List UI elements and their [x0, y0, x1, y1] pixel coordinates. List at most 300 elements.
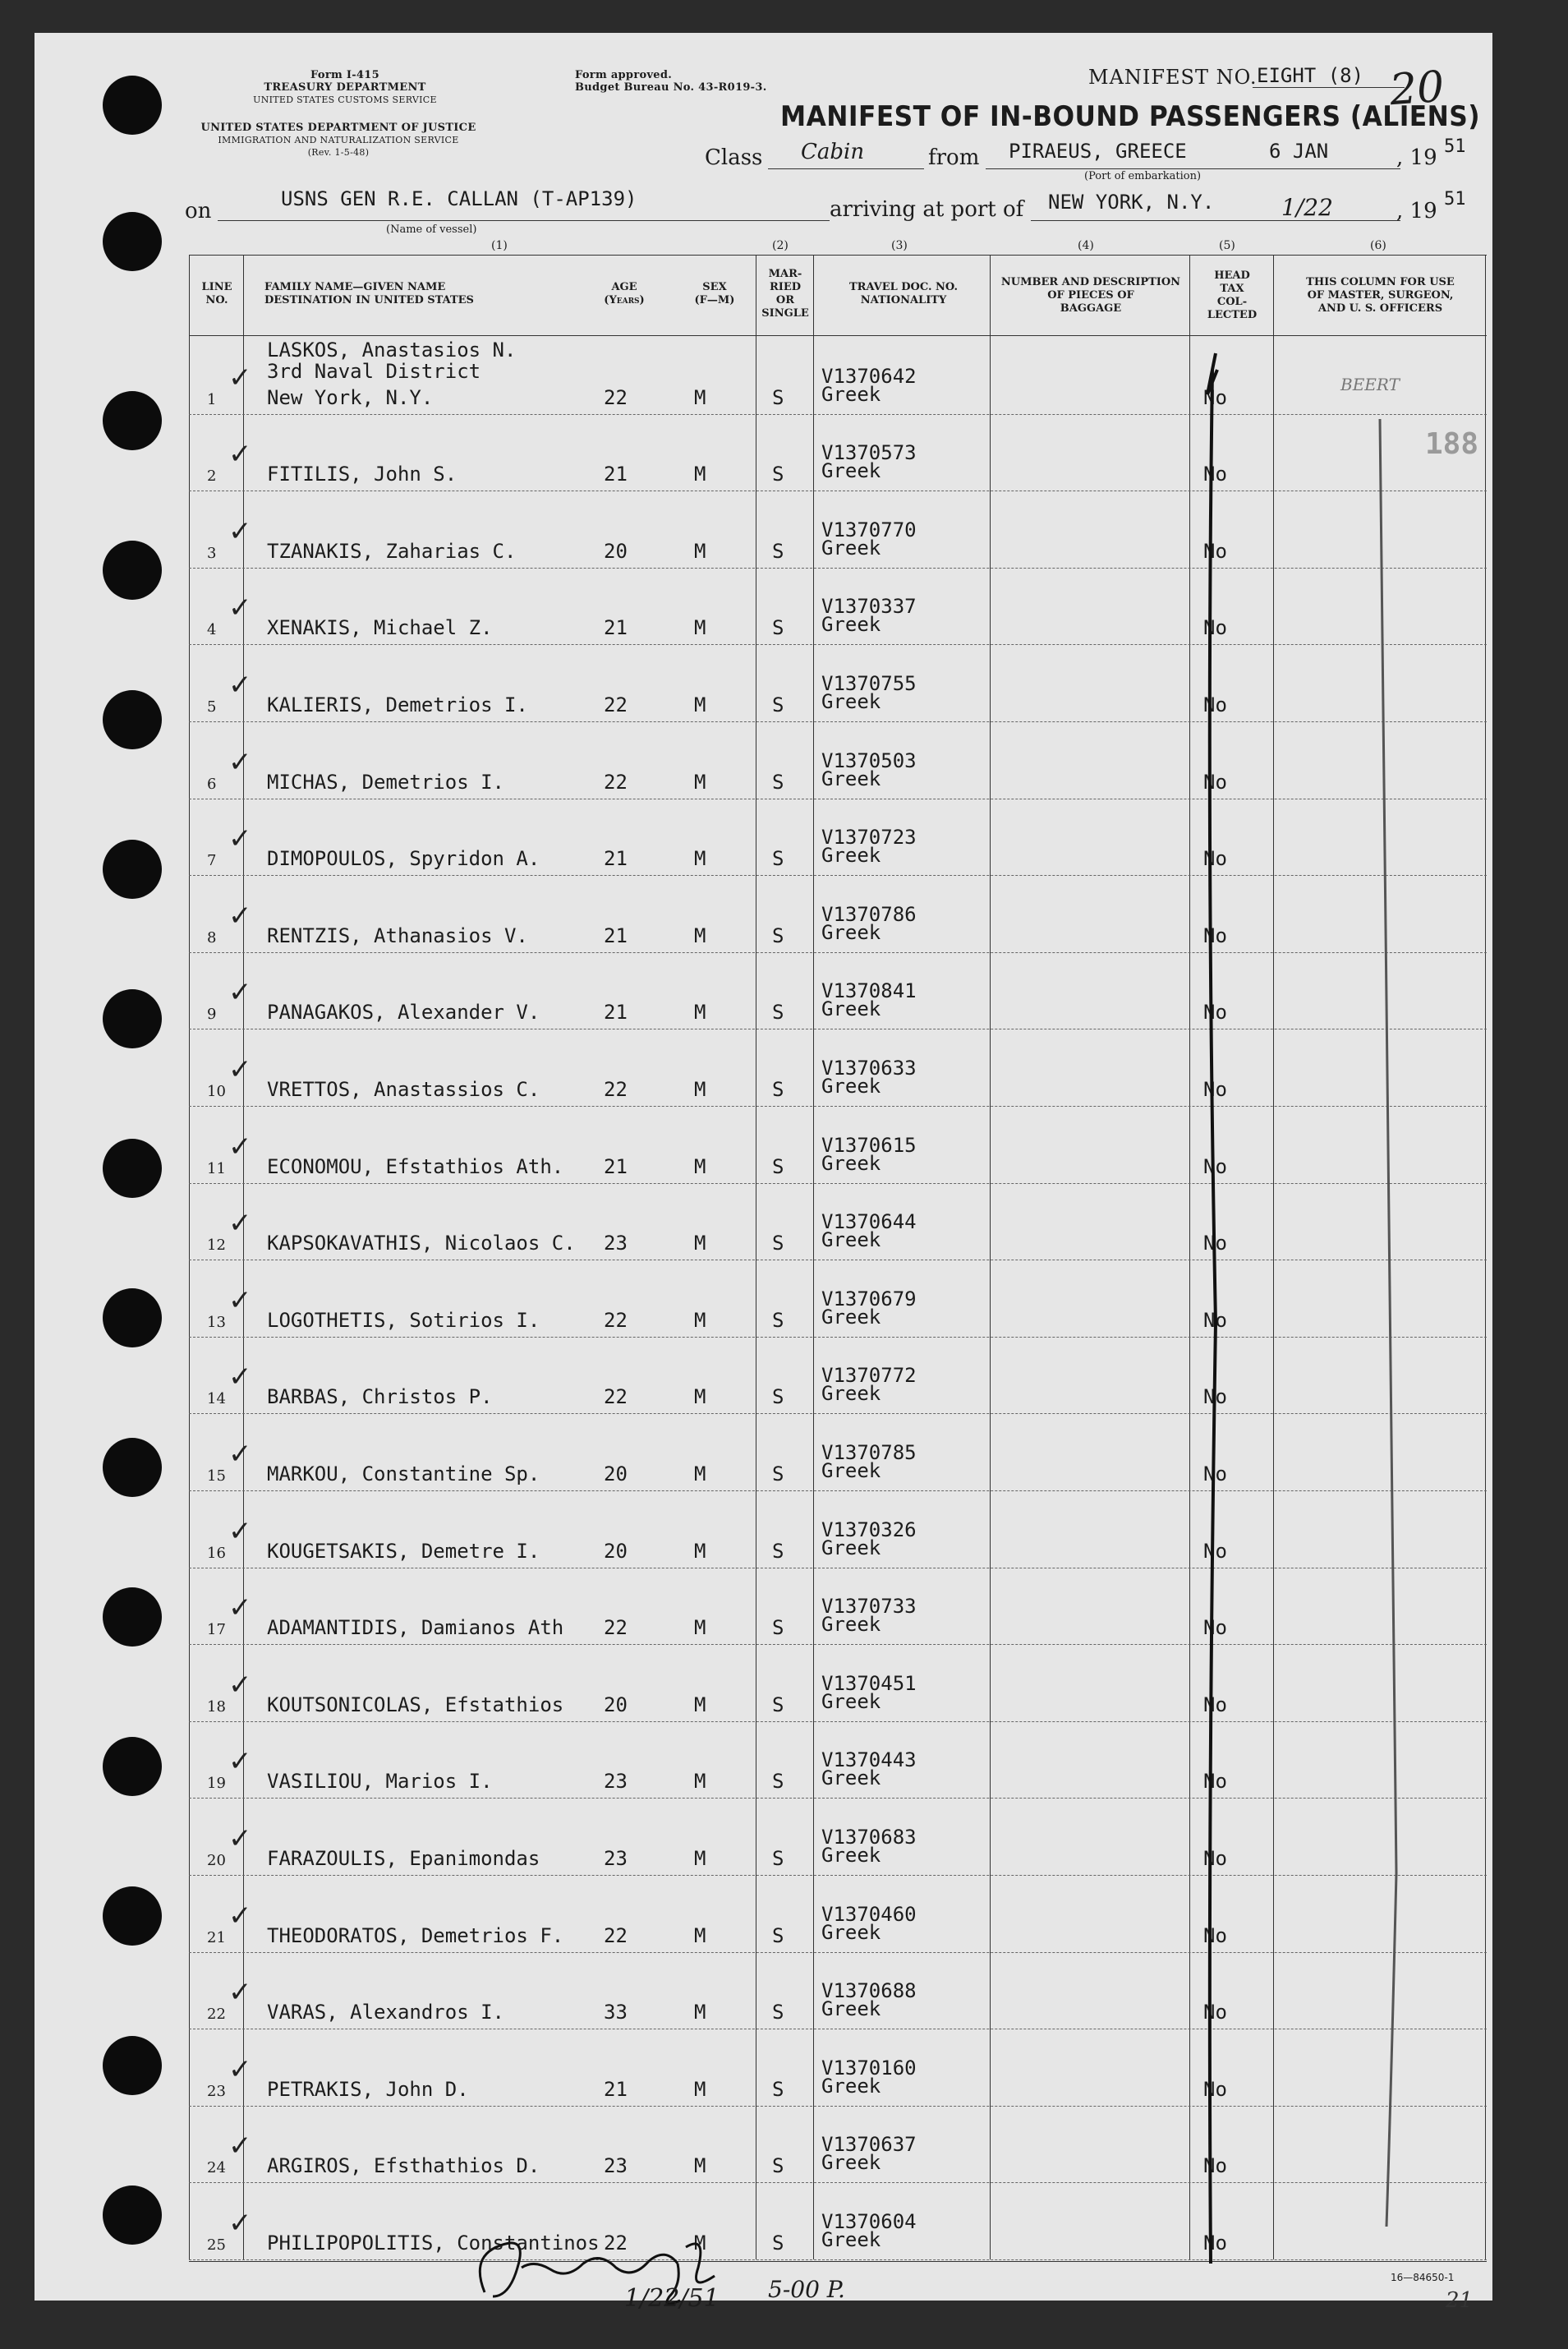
travel-doc-number: V1370770	[821, 518, 917, 541]
arriving-year-prefix: , 19	[1396, 199, 1437, 223]
passenger-nationality: Greek	[821, 767, 881, 790]
header-married-2: RIED	[769, 281, 802, 293]
header-age-2: (Years)	[604, 294, 645, 306]
passenger-sex: M	[694, 2231, 706, 2255]
head-tax-collected: No	[1203, 539, 1227, 563]
header-headtax-1: HEAD	[1214, 269, 1250, 282]
table-row	[189, 1644, 1487, 1721]
passenger-nationality: Greek	[821, 2227, 881, 2251]
passenger-sex: M	[694, 1232, 706, 1255]
table-row	[189, 1183, 1487, 1260]
table-row	[189, 1721, 1487, 1799]
checkmark-icon: ✓	[228, 1437, 252, 1471]
punch-hole	[103, 212, 162, 271]
header-baggage-3: BAGGAGE	[1060, 302, 1122, 315]
signature-date: 1/22/51	[624, 2284, 720, 2313]
head-tax-collected: No	[1203, 1539, 1227, 1563]
head-tax-ditto-stroke	[1183, 337, 1232, 2268]
checkmark-icon: ✓	[228, 438, 252, 472]
passenger-marital-status: S	[772, 1923, 784, 1947]
port-of-embarkation: PIRAEUS, GREECE	[1009, 140, 1187, 163]
punch-hole	[103, 391, 162, 450]
passenger-age: 22	[604, 1077, 628, 1101]
passenger-sex: M	[694, 1693, 706, 1716]
head-tax-collected: No	[1203, 1308, 1227, 1332]
header-headtax-2: TAX	[1220, 283, 1244, 295]
class-label: Class	[705, 145, 763, 170]
head-tax-collected: No	[1203, 1846, 1227, 1870]
passenger-name: TZANAKIS, Zaharias C.	[267, 539, 517, 563]
passenger-marital-status: S	[772, 1154, 784, 1178]
passenger-name: THEODORATOS, Demetrios F.	[267, 1923, 564, 1947]
passenger-marital-status: S	[772, 1001, 784, 1025]
head-tax-collected: No	[1203, 1001, 1227, 1025]
head-tax-collected: No	[1203, 1923, 1227, 1947]
customs-service: UNITED STATES CUSTOMS SERVICE	[253, 94, 437, 105]
port-caption: (Port of embarkation)	[1084, 170, 1202, 182]
header-married-3: OR	[775, 294, 795, 306]
travel-doc-number: V1370451	[821, 1671, 917, 1695]
from-underline	[986, 168, 1400, 169]
line-number: 23	[207, 2082, 226, 2100]
manifest-no-value: EIGHT (8)	[1257, 64, 1364, 87]
head-tax-collected: No	[1203, 2001, 1227, 2024]
checkmark-icon: ✓	[228, 2052, 252, 2086]
punch-hole	[103, 1587, 162, 1647]
head-tax-collected: No	[1203, 1616, 1227, 1640]
passenger-nationality: Greek	[821, 920, 881, 944]
travel-doc-number: V1370443	[821, 1748, 917, 1772]
passenger-marital-status: S	[772, 385, 784, 409]
header-officers-1: THIS COLUMN FOR USE	[1306, 276, 1455, 288]
class-underline	[768, 168, 924, 169]
table-row	[189, 952, 1487, 1029]
checkmark-icon: ✓	[228, 1591, 252, 1625]
travel-doc-number: V1370637	[821, 2133, 917, 2157]
passenger-nationality: Greek	[821, 613, 881, 637]
passenger-age: 20	[604, 1693, 628, 1716]
line-number: 15	[207, 1467, 226, 1485]
approval-block	[575, 69, 767, 94]
passenger-name: LASKOS, Anastasios N.	[267, 339, 517, 362]
stamp-number: 188	[1425, 427, 1479, 461]
arriving-port: NEW YORK, N.Y.	[1048, 191, 1215, 214]
passenger-name: ADAMANTIDIS, Damianos Ath	[267, 1616, 564, 1640]
passenger-age: 33	[604, 2001, 628, 2024]
passenger-age: 22	[604, 693, 628, 716]
passenger-sex: M	[694, 770, 706, 794]
passenger-sex: M	[694, 1770, 706, 1794]
class-value: Cabin	[801, 140, 865, 164]
head-tax-collected: No	[1203, 1462, 1227, 1485]
travel-doc-number: V1370633	[821, 1056, 917, 1080]
header-baggage	[992, 276, 1189, 316]
passenger-nationality: Greek	[821, 1382, 881, 1406]
passenger-sex: M	[694, 385, 706, 409]
officers-pencil-stroke	[1363, 394, 1429, 2235]
checkmark-icon: ✓	[228, 361, 252, 394]
passenger-age: 22	[604, 385, 628, 409]
table-row	[189, 568, 1487, 645]
line-number: 25	[207, 2236, 226, 2254]
travel-doc-number: V1370160	[821, 2056, 917, 2080]
manifest-title: MANIFEST OF IN-BOUND PASSENGERS (ALIENS)	[780, 100, 1481, 133]
passenger-nationality: Greek	[821, 1920, 881, 1944]
passenger-sex: M	[694, 463, 706, 486]
passenger-name: PANAGAKOS, Alexander V.	[267, 1001, 540, 1025]
passenger-nationality: Greek	[821, 1536, 881, 1559]
header-travel	[817, 281, 990, 307]
passenger-nationality: Greek	[821, 1151, 881, 1175]
checkmark-icon: ✓	[228, 668, 252, 702]
arriving-underline	[1031, 220, 1400, 221]
passenger-marital-status: S	[772, 1077, 784, 1101]
passenger-nationality: Greek	[821, 1613, 881, 1637]
line-number: 5	[207, 698, 217, 716]
line-number: 1	[207, 390, 217, 408]
punch-hole	[103, 1737, 162, 1796]
passenger-sex: M	[694, 1308, 706, 1332]
passenger-sex: M	[694, 1616, 706, 1640]
table-row	[189, 1337, 1487, 1414]
passenger-marital-status: S	[772, 2077, 784, 2101]
header-officers-3: AND U. S. OFFICERS	[1317, 302, 1443, 315]
passenger-name: MARKOU, Constantine Sp.	[267, 1462, 540, 1485]
line-number: 3	[207, 544, 217, 562]
passenger-name: BARBAS, Christos P.	[267, 1385, 493, 1409]
column-number-6: (6)	[1370, 239, 1386, 252]
passenger-age: 23	[604, 1846, 628, 1870]
travel-doc-number: V1370503	[821, 748, 917, 772]
table-bottom-border	[189, 2261, 1487, 2262]
line-number: 19	[207, 1775, 226, 1793]
column-number-1: (1)	[491, 239, 508, 252]
travel-doc-number: V1370679	[821, 1287, 917, 1310]
travel-doc-number: V1370755	[821, 671, 917, 695]
table-row	[189, 337, 1487, 414]
head-tax-collected: No	[1203, 2154, 1227, 2178]
checkmark-icon: ✓	[228, 1283, 252, 1317]
head-tax-collected: No	[1203, 1154, 1227, 1178]
table-row	[189, 2029, 1487, 2106]
passenger-age: 23	[604, 1232, 628, 1255]
head-tax-collected: No	[1203, 385, 1227, 409]
budget-bureau: Budget Bureau No. 43-R019-3.	[575, 81, 767, 94]
head-tax-collected: No	[1203, 616, 1227, 640]
table-row	[189, 1029, 1487, 1106]
passenger-nationality: Greek	[821, 1997, 881, 2021]
passenger-name: PHILIPOPOLITIS, Constantinos	[267, 2231, 600, 2255]
passenger-name: RENTZIS, Athanasios V.	[267, 923, 528, 947]
line-number: 2	[207, 467, 217, 486]
table-row	[189, 875, 1487, 952]
passenger-sex: M	[694, 1462, 706, 1485]
manifest-handwritten-number: 20	[1387, 62, 1446, 116]
passenger-marital-status: S	[772, 2154, 784, 2178]
passenger-sex: M	[694, 2001, 706, 2024]
treasury-department: TREASURY DEPARTMENT	[264, 81, 426, 94]
passenger-nationality: Greek	[821, 1074, 881, 1098]
line-number: 14	[207, 1390, 226, 1408]
passenger-destination-line-2: New York, N.Y.	[267, 385, 434, 409]
checkmark-icon: ✓	[228, 1361, 252, 1394]
checkmark-icon: ✓	[228, 1899, 252, 1932]
ins-service: IMMIGRATION AND NATURALIZATION SERVICE	[218, 135, 459, 145]
header-headtax-3: COL-	[1216, 296, 1248, 308]
column-number-4: (4)	[1078, 239, 1094, 252]
passenger-age: 21	[604, 2077, 628, 2101]
header-line-no-2: NO.	[205, 294, 228, 306]
vessel-underline	[218, 220, 830, 221]
arriving-date: 1/22	[1281, 194, 1333, 221]
table-row	[189, 1798, 1487, 1875]
line-number: 8	[207, 928, 217, 947]
table-row	[189, 1952, 1487, 2029]
checkmark-icon: ✓	[228, 1207, 252, 1241]
passenger-destination-line-1: 3rd Naval District	[267, 360, 481, 383]
passenger-name: ARGIROS, Efsthathios D.	[267, 2154, 540, 2178]
punch-hole	[103, 541, 162, 600]
header-sex-2: (F—M)	[694, 294, 735, 306]
header-baggage-1: NUMBER AND DESCRIPTION	[1000, 276, 1181, 288]
passenger-marital-status: S	[772, 539, 784, 563]
punch-hole	[103, 2036, 162, 2095]
line-number: 12	[207, 1237, 226, 1255]
passenger-marital-status: S	[772, 616, 784, 640]
passenger-sex: M	[694, 2077, 706, 2101]
line-number: 18	[207, 1697, 226, 1716]
travel-doc-number: V1370772	[821, 1364, 917, 1388]
punch-hole	[103, 840, 162, 899]
head-tax-collected: No	[1203, 770, 1227, 794]
passenger-sex: M	[694, 923, 706, 947]
form-agency-block	[209, 69, 481, 106]
passenger-name: KOUTSONICOLAS, Efstathios	[267, 1693, 564, 1716]
revision-date: (Rev. 1-5-48)	[307, 147, 370, 158]
head-tax-collected: No	[1203, 693, 1227, 716]
form-number: Form I-415	[310, 69, 379, 81]
head-tax-collected: No	[1203, 1693, 1227, 1716]
passenger-nationality: Greek	[821, 997, 881, 1021]
table-row	[189, 1568, 1487, 1645]
passenger-name: XENAKIS, Michael Z.	[267, 616, 493, 640]
passenger-age: 22	[604, 1308, 628, 1332]
passenger-nationality: Greek	[821, 459, 881, 483]
passenger-age: 22	[604, 1923, 628, 1947]
passenger-marital-status: S	[772, 847, 784, 871]
passenger-name: FARAZOULIS, Epanimondas	[267, 1846, 540, 1870]
corner-mark: 21	[1446, 2288, 1474, 2313]
travel-doc-number: V1370573	[821, 441, 917, 465]
column-number-2: (2)	[772, 239, 789, 252]
checkmark-icon: ✓	[228, 1822, 252, 1855]
travel-doc-number: V1370604	[821, 2209, 917, 2233]
passenger-sex: M	[694, 539, 706, 563]
passenger-age: 20	[604, 1539, 628, 1563]
passenger-age: 22	[604, 770, 628, 794]
line-number: 7	[207, 852, 217, 870]
passenger-name: ECONOMOU, Efstathios Ath.	[267, 1154, 564, 1178]
travel-doc-number: V1370786	[821, 902, 917, 926]
line-number: 13	[207, 1313, 226, 1331]
arriving-year: 51	[1444, 189, 1466, 210]
manifest-no-label: MANIFEST NO.	[1088, 66, 1258, 89]
header-officers-2: OF MASTER, SURGEON,	[1307, 289, 1454, 302]
passenger-sex: M	[694, 2154, 706, 2178]
from-label: from	[928, 145, 980, 170]
line-number: 9	[207, 1006, 217, 1024]
passenger-marital-status: S	[772, 1462, 784, 1485]
table-row	[189, 1875, 1487, 1952]
punch-hole	[103, 1288, 162, 1347]
line-number: 17	[207, 1621, 226, 1639]
passenger-sex: M	[694, 1923, 706, 1947]
passenger-name: DIMOPOULOS, Spyridon A.	[267, 847, 540, 871]
checkmark-icon: ✓	[228, 1052, 252, 1086]
arriving-label: arriving at port of	[830, 197, 1024, 222]
head-tax-collected: No	[1203, 1385, 1227, 1409]
passenger-marital-status: S	[772, 1232, 784, 1255]
checkmark-icon: ✓	[228, 899, 252, 933]
punch-hole	[103, 1886, 162, 1946]
travel-doc-number: V1370615	[821, 1133, 917, 1157]
passenger-sex: M	[694, 1846, 706, 1870]
table-row	[189, 799, 1487, 876]
head-tax-collected: No	[1203, 463, 1227, 486]
checkmark-icon: ✓	[228, 2206, 252, 2240]
passenger-age: 21	[604, 923, 628, 947]
header-name	[264, 281, 536, 307]
passenger-sex: M	[694, 847, 706, 871]
header-name-2: DESTINATION IN UNITED STATES	[264, 294, 474, 306]
passenger-age: 20	[604, 539, 628, 563]
checkmark-icon: ✓	[228, 1668, 252, 1702]
line-number: 21	[207, 1928, 226, 1946]
head-tax-collected: No	[1203, 1077, 1227, 1101]
printer-code: 16—84650-1	[1391, 2272, 1455, 2283]
passenger-sex: M	[694, 693, 706, 716]
table-row	[189, 491, 1487, 568]
passenger-name: PETRAKIS, John D.	[267, 2077, 469, 2101]
punch-hole	[103, 989, 162, 1048]
passenger-marital-status: S	[772, 923, 784, 947]
checkmark-icon: ✓	[228, 822, 252, 856]
header-headtax	[1191, 269, 1273, 322]
from-year-prefix: , 19	[1396, 145, 1437, 170]
passenger-sex: M	[694, 616, 706, 640]
column-number-3: (3)	[891, 239, 908, 252]
checkmark-icon: ✓	[228, 745, 252, 779]
head-tax-collected: No	[1203, 923, 1227, 947]
passenger-marital-status: S	[772, 2001, 784, 2024]
from-year: 51	[1444, 136, 1466, 157]
line-number: 16	[207, 1544, 226, 1562]
header-sex	[682, 281, 747, 307]
passenger-marital-status: S	[772, 1693, 784, 1716]
punch-hole	[103, 2185, 162, 2245]
header-travel-1: TRAVEL DOC. NO.	[848, 281, 959, 293]
justice-department: UNITED STATES DEPARTMENT OF JUSTICE	[200, 122, 476, 134]
punch-hole	[103, 76, 162, 135]
head-tax-collected: No	[1203, 2231, 1227, 2255]
passenger-nationality: Greek	[821, 2074, 881, 2098]
vessel-caption: (Name of vessel)	[386, 223, 477, 236]
passenger-marital-status: S	[772, 1770, 784, 1794]
passenger-nationality: Greek	[821, 1458, 881, 1482]
passenger-marital-status: S	[772, 1616, 784, 1640]
passenger-nationality: Greek	[821, 1228, 881, 1252]
passenger-name: VASILIOU, Marios I.	[267, 1770, 493, 1794]
passenger-name: LOGOTHETIS, Sotirios I.	[267, 1308, 540, 1332]
passenger-nationality: Greek	[821, 2151, 881, 2175]
header-married-4: SINGLE	[761, 307, 809, 320]
passenger-marital-status: S	[772, 1308, 784, 1332]
checkmark-icon: ✓	[228, 1745, 252, 1779]
passenger-name: VRETTOS, Anastassios C.	[267, 1077, 540, 1101]
travel-doc-number: V1370460	[821, 1902, 917, 1926]
checkmark-icon: ✓	[228, 1130, 252, 1163]
table-row	[189, 414, 1487, 491]
passenger-name: VARAS, Alexandros I.	[267, 2001, 504, 2024]
passenger-marital-status: S	[772, 1539, 784, 1563]
passenger-age: 22	[604, 2231, 628, 2255]
punch-hole	[103, 690, 162, 749]
passenger-nationality: Greek	[821, 1843, 881, 1867]
embarkation-date: 6 JAN	[1269, 140, 1329, 163]
passenger-marital-status: S	[772, 770, 784, 794]
travel-doc-number: V1370337	[821, 595, 917, 619]
table-row	[189, 2106, 1487, 2183]
punch-hole	[103, 1139, 162, 1198]
passenger-marital-status: S	[772, 1846, 784, 1870]
passenger-marital-status: S	[772, 463, 784, 486]
table-header-border	[189, 335, 1487, 336]
checkmark-icon: ✓	[228, 592, 252, 625]
passenger-age: 22	[604, 1385, 628, 1409]
header-line-no-1: LINE	[201, 281, 232, 293]
checkmark-icon: ✓	[228, 2130, 252, 2163]
passenger-name: MICHAS, Demetrios I.	[267, 770, 504, 794]
line-number: 6	[207, 775, 217, 793]
margin-note: BEERT	[1340, 375, 1400, 394]
checkmark-icon: ✓	[228, 976, 252, 1010]
line-number: 22	[207, 2006, 226, 2024]
passenger-marital-status: S	[772, 2231, 784, 2255]
checkmark-icon: ✓	[228, 1514, 252, 1548]
table-row	[189, 644, 1487, 721]
passenger-name: KOUGETSAKIS, Demetre I.	[267, 1539, 540, 1563]
header-name-1: FAMILY NAME—GIVEN NAME	[264, 281, 446, 293]
passenger-name: FITILIS, John S.	[267, 463, 458, 486]
passenger-nationality: Greek	[821, 1689, 881, 1713]
checkmark-icon: ✓	[228, 514, 252, 548]
line-number: 4	[207, 621, 217, 639]
table-row	[189, 1413, 1487, 1490]
table-row	[189, 1260, 1487, 1337]
passenger-sex: M	[694, 1539, 706, 1563]
justice-block	[182, 122, 494, 159]
passenger-nationality: Greek	[821, 382, 881, 406]
column-number-5: (5)	[1219, 239, 1235, 252]
travel-doc-number: V1370785	[821, 1440, 917, 1464]
table-top-border	[189, 255, 1487, 256]
line-number: 20	[207, 1851, 226, 1869]
passenger-age: 20	[604, 1462, 628, 1485]
line-number: 10	[207, 1082, 226, 1100]
passenger-marital-status: S	[772, 693, 784, 716]
passenger-nationality: Greek	[821, 689, 881, 713]
head-tax-collected: No	[1203, 2077, 1227, 2101]
